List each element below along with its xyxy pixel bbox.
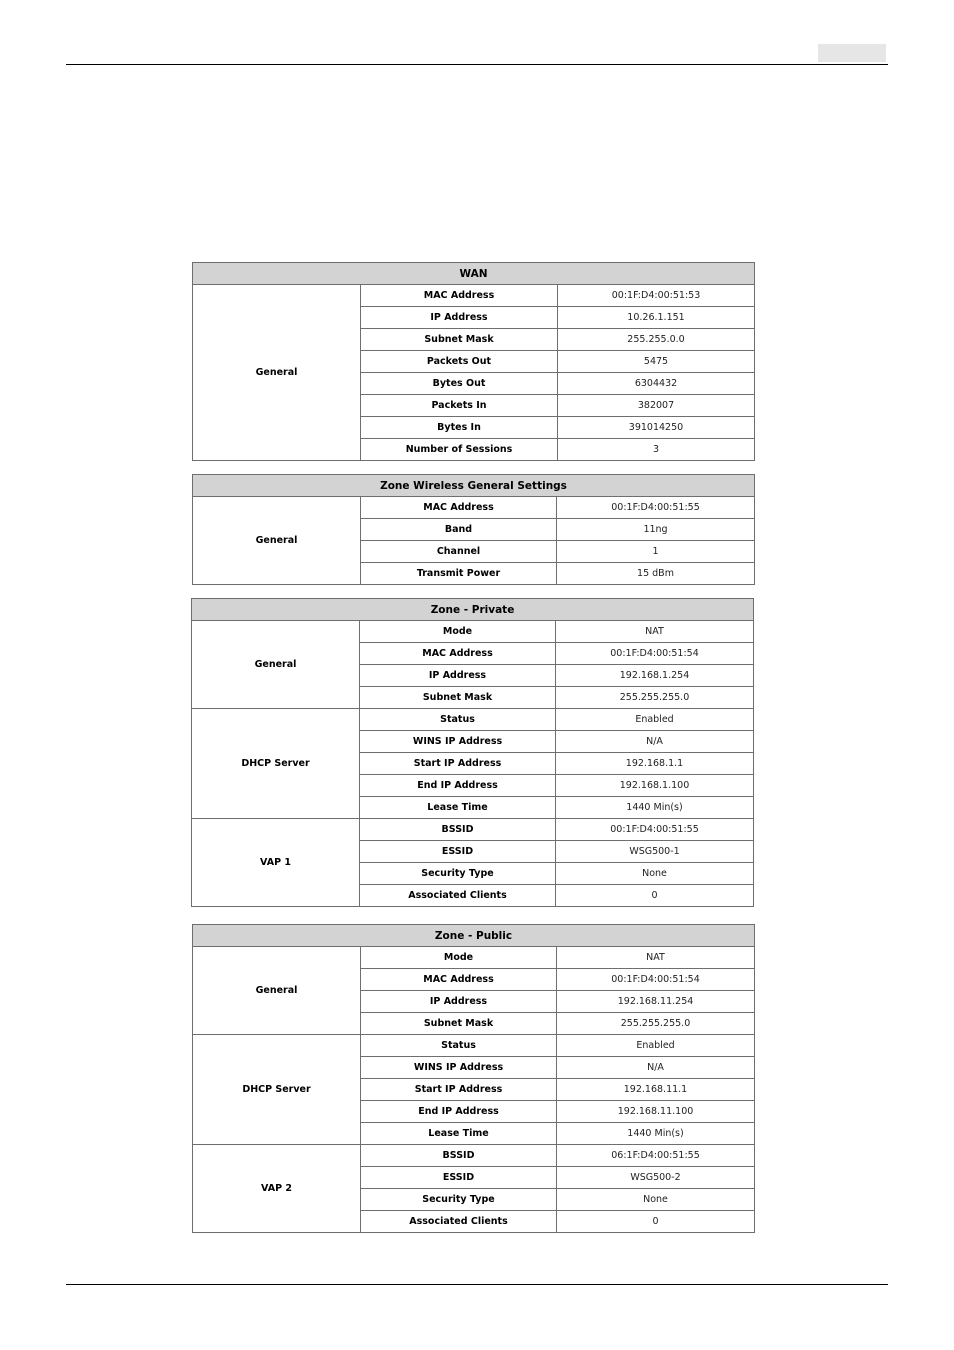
table-body xyxy=(193,475,755,585)
table-row xyxy=(192,709,754,731)
field-label: Mode xyxy=(361,947,557,969)
field-value: 00:1F:D4:00:51:55 xyxy=(556,819,754,841)
table-row xyxy=(193,497,755,519)
table-header-row xyxy=(193,925,755,947)
table-body xyxy=(193,925,755,1233)
field-label: Transmit Power xyxy=(361,563,557,585)
field-label: BSSID xyxy=(360,819,556,841)
field-value: 1440 Min(s) xyxy=(557,1123,755,1145)
field-label: MAC Address xyxy=(360,643,556,665)
field-value: 10.26.1.151 xyxy=(558,307,755,329)
field-label: End IP Address xyxy=(361,1101,557,1123)
field-value: 382007 xyxy=(558,395,755,417)
table-row xyxy=(193,1035,755,1057)
wan-table xyxy=(192,262,755,461)
table-title: Zone Wireless General Settings xyxy=(193,475,755,497)
field-value: 00:1F:D4:00:51:54 xyxy=(556,643,754,665)
field-value: 5475 xyxy=(558,351,755,373)
field-value: 255.255.0.0 xyxy=(558,329,755,351)
field-label: IP Address xyxy=(361,307,558,329)
table-body xyxy=(193,263,755,461)
footer-rule xyxy=(66,1284,888,1285)
field-value: 1 xyxy=(557,541,755,563)
table-row xyxy=(193,1145,755,1167)
field-value: None xyxy=(556,863,754,885)
field-label: Lease Time xyxy=(360,797,556,819)
field-value: NAT xyxy=(557,947,755,969)
table-title: Zone - Public xyxy=(193,925,755,947)
field-label: IP Address xyxy=(360,665,556,687)
zone-public-table xyxy=(192,924,755,1233)
field-value: N/A xyxy=(556,731,754,753)
field-value: 00:1F:D4:00:51:54 xyxy=(557,969,755,991)
field-label: WINS IP Address xyxy=(360,731,556,753)
field-value: 192.168.11.254 xyxy=(557,991,755,1013)
field-label: Subnet Mask xyxy=(361,329,558,351)
group-label: VAP 1 xyxy=(192,819,360,907)
field-value: 0 xyxy=(557,1211,755,1233)
field-label: Subnet Mask xyxy=(360,687,556,709)
field-label: Subnet Mask xyxy=(361,1013,557,1035)
field-label: Security Type xyxy=(360,863,556,885)
group-label: General xyxy=(193,947,361,1035)
field-value: WSG500-1 xyxy=(556,841,754,863)
field-label: Bytes In xyxy=(361,417,558,439)
group-label: DHCP Server xyxy=(192,709,360,819)
header-rule xyxy=(66,64,888,65)
field-label: Associated Clients xyxy=(361,1211,557,1233)
group-label: General xyxy=(193,285,361,461)
field-value: 255.255.255.0 xyxy=(557,1013,755,1035)
field-label: Start IP Address xyxy=(360,753,556,775)
field-label: Lease Time xyxy=(361,1123,557,1145)
field-value: 06:1F:D4:00:51:55 xyxy=(557,1145,755,1167)
field-label: Start IP Address xyxy=(361,1079,557,1101)
field-value: 192.168.1.100 xyxy=(556,775,754,797)
table-header-row xyxy=(193,475,755,497)
group-label: DHCP Server xyxy=(193,1035,361,1145)
field-label: ESSID xyxy=(361,1167,557,1189)
table-title: WAN xyxy=(193,263,755,285)
zone-private-table xyxy=(191,598,754,907)
field-label: WINS IP Address xyxy=(361,1057,557,1079)
table-row xyxy=(193,285,755,307)
field-label: Bytes Out xyxy=(361,373,558,395)
table-row xyxy=(193,947,755,969)
group-label: VAP 2 xyxy=(193,1145,361,1233)
field-label: ESSID xyxy=(360,841,556,863)
field-value: 1440 Min(s) xyxy=(556,797,754,819)
field-label: Status xyxy=(361,1035,557,1057)
field-value: 192.168.1.254 xyxy=(556,665,754,687)
field-value: 0 xyxy=(556,885,754,907)
field-label: MAC Address xyxy=(361,969,557,991)
field-value: 6304432 xyxy=(558,373,755,395)
field-value: 192.168.11.100 xyxy=(557,1101,755,1123)
field-value: 00:1F:D4:00:51:53 xyxy=(558,285,755,307)
table-row xyxy=(192,819,754,841)
field-value: Enabled xyxy=(557,1035,755,1057)
field-label: Associated Clients xyxy=(360,885,556,907)
field-value: NAT xyxy=(556,621,754,643)
field-label: Security Type xyxy=(361,1189,557,1211)
field-label: MAC Address xyxy=(361,285,558,307)
group-label: General xyxy=(192,621,360,709)
field-label: Mode xyxy=(360,621,556,643)
field-value: N/A xyxy=(557,1057,755,1079)
field-label: BSSID xyxy=(361,1145,557,1167)
field-label: Number of Sessions xyxy=(361,439,558,461)
table-row xyxy=(192,621,754,643)
field-value: 192.168.1.1 xyxy=(556,753,754,775)
field-value: 255.255.255.0 xyxy=(556,687,754,709)
field-label: End IP Address xyxy=(360,775,556,797)
field-value: WSG500-2 xyxy=(557,1167,755,1189)
field-label: MAC Address xyxy=(361,497,557,519)
zone-wireless-general-settings-table xyxy=(192,474,755,585)
field-label: Band xyxy=(361,519,557,541)
field-label: Channel xyxy=(361,541,557,563)
table-header-row xyxy=(192,599,754,621)
field-label: Status xyxy=(360,709,556,731)
field-value: 15 dBm xyxy=(557,563,755,585)
group-label: General xyxy=(193,497,361,585)
field-value: None xyxy=(557,1189,755,1211)
field-value: 192.168.11.1 xyxy=(557,1079,755,1101)
field-value: Enabled xyxy=(556,709,754,731)
field-value: 391014250 xyxy=(558,417,755,439)
field-label: IP Address xyxy=(361,991,557,1013)
field-label: Packets In xyxy=(361,395,558,417)
field-value: 11ng xyxy=(557,519,755,541)
field-label: Packets Out xyxy=(361,351,558,373)
table-header-row xyxy=(193,263,755,285)
table-title: Zone - Private xyxy=(192,599,754,621)
field-value: 00:1F:D4:00:51:55 xyxy=(557,497,755,519)
table-body xyxy=(192,599,754,907)
page-number-tab xyxy=(818,44,886,62)
field-value: 3 xyxy=(558,439,755,461)
